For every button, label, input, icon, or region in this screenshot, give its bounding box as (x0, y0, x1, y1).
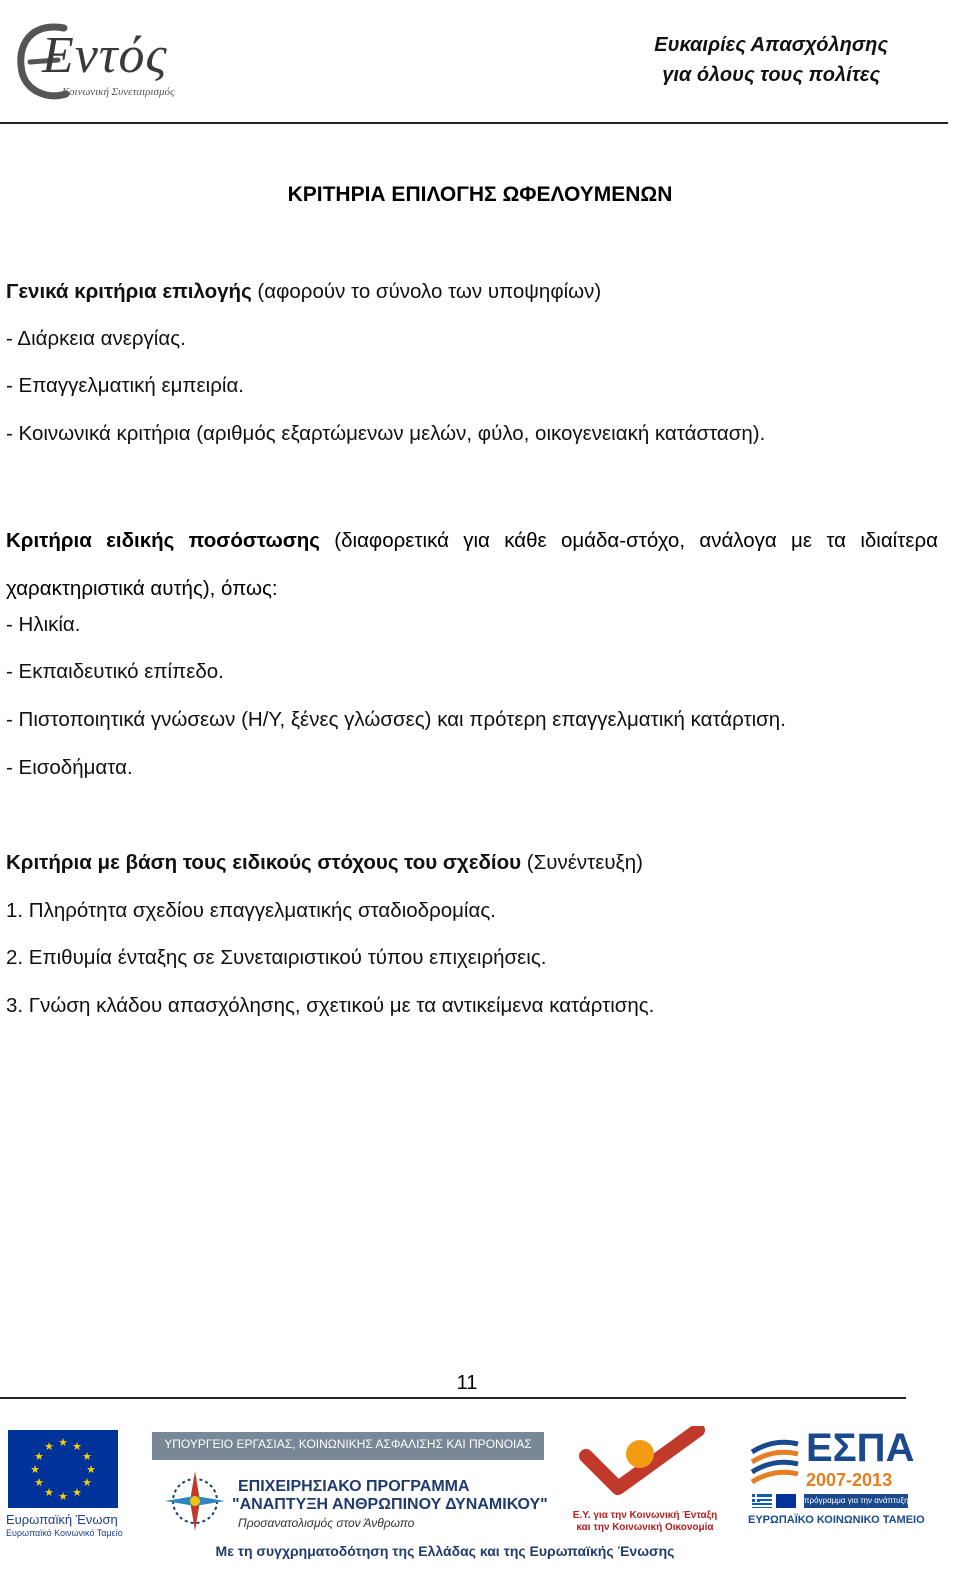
header-tagline (654, 30, 888, 90)
list-item: - Ηλικία. (6, 613, 81, 636)
espa-stripes-icon (748, 1432, 800, 1494)
document-title: ΚΡΙΤΗΡΙΑ ΕΠΙΛΟΓΗΣ ΩΦΕΛΟΥΜΕΝΩΝ (287, 183, 673, 206)
svg-text:★: ★ (58, 1490, 68, 1503)
eu-small-flag-icon (776, 1494, 796, 1508)
espa-years: 2007-2013 (806, 1470, 893, 1490)
eu-caption: Ευρωπαϊκή Ένωση (6, 1512, 118, 1527)
svg-text:★: ★ (44, 1486, 54, 1499)
eu-stars-icon (8, 1430, 118, 1508)
eu-subcaption: Ευρωπαϊκό Κοινωνικό Ταμείο (6, 1528, 123, 1538)
general-criteria-heading (6, 279, 601, 305)
programme-title-line-1: ΕΠΙΧΕΙΡΗΣΙΑΚΟ ΠΡΟΓΡΑΜΜΑ (238, 1478, 470, 1495)
list-item: 1. Πληρότητα σχεδίου επαγγελματικής σταδιοδρομίας. (6, 899, 496, 922)
svg-text:★: ★ (72, 1440, 82, 1453)
cofunding-statement: Με τη συγχρηματοδότηση της Ελλάδας και της Ευρωπαϊκής Ένωσης (215, 1543, 675, 1559)
general-criteria-heading-bold: Γενικά κριτήρια επιλογής (6, 280, 252, 303)
list-item: 3. Γνώση κλάδου απασχόλησης, σχετικού με τα αντικείμενα κατάρτισης. (6, 994, 655, 1017)
list-item: - Πιστοποιητικά γνώσεων (Η/Υ, ξένες γλώσσες) και πρότερη επαγγελματική κατάρτιση. (6, 708, 786, 731)
ey-mark-icon (578, 1426, 708, 1506)
ey-caption-line-1: Ε.Υ. για την Κοινωνική Ένταξη (572, 1510, 718, 1521)
list-item: - Διάρκεια ανεργίας. (6, 327, 186, 350)
svg-text:★: ★ (34, 1450, 44, 1463)
social-inclusion-logo-icon (578, 1426, 708, 1506)
list-item: - Εισοδήματα. (6, 756, 133, 779)
greek-flag-shape-icon (752, 1494, 772, 1508)
specific-criteria-heading (6, 517, 938, 613)
svg-text:★: ★ (44, 1440, 54, 1453)
compass-rose-icon (160, 1466, 230, 1536)
greek-flag-icon (752, 1494, 772, 1508)
svg-text:★: ★ (34, 1476, 44, 1489)
eu-flag-icon (8, 1430, 118, 1508)
espa-name: ΕΣΠΑ (806, 1426, 915, 1470)
compass-icon (160, 1466, 230, 1536)
page-number: 11 (456, 1372, 478, 1394)
plan-criteria-heading-rest: (Συνέντευξη) (521, 851, 643, 874)
list-item: - Κοινωνικά κριτήρια (αριθμός εξαρτώμενων μελών, φύλο, οικογενειακή κατάσταση). (6, 422, 766, 445)
programme-title-line-2: "ΑΝΑΠΤΥΞΗ ΑΝΘΡΩΠΙΝΟΥ ΔΥΝΑΜΙΚΟΥ" (232, 1496, 548, 1513)
list-item: - Εκπαιδευτικό επίπεδο. (6, 660, 224, 683)
espa-motto: πρόγραμμα για την ανάπτυξη (804, 1496, 909, 1505)
specific-criteria-heading-rest: (διαφορετικά για κάθε ομάδα-στόχο, ανάλογα με τα ιδιαίτερα χαρακτηριστικά αυτής), όπως: (6, 529, 938, 600)
plan-criteria-heading-bold: Κριτήρια με βάση τους ειδικούς στόχους του σχεδίου (6, 851, 522, 874)
programme-motto: Προσανατολισμός στον Άνθρωπο (238, 1516, 415, 1530)
list-item: 2. Επιθυμία ένταξης σε Συνεταιριστικού τύπου επιχειρήσεις. (6, 946, 547, 969)
general-criteria-heading-rest: (αφορούν το σύνολο των υποψηφίων) (251, 280, 602, 303)
logo-subtitle: Κοινωνική Συνεταιρισμός (62, 86, 175, 98)
svg-text:★: ★ (82, 1476, 92, 1489)
tagline-line-2: για όλους τους πολίτες (662, 64, 881, 86)
svg-text:★: ★ (72, 1486, 82, 1499)
header-divider (0, 122, 948, 124)
ministry-name: ΥΠΟΥΡΓΕΙΟ ΕΡΓΑΣΙΑΣ, ΚΟΙΝΩΝΙΚΗΣ ΑΣΦΑΛΙΣΗΣ ΚΑΙ ΠΡΟΝΟΙΑΣ (164, 1437, 532, 1451)
espa-swoosh-icon (748, 1432, 800, 1494)
specific-criteria-heading-bold: Κριτήρια ειδικής ποσόστωσης (6, 529, 320, 552)
logo-wordmark: Εντός (42, 27, 168, 84)
svg-text:★: ★ (58, 1436, 68, 1449)
svg-text:★: ★ (82, 1450, 92, 1463)
tagline-line-1: Ευκαιρίες Απασχόλησης (654, 34, 888, 56)
espa-caption: ΕΥΡΩΠΑΪΚΟ ΚΟΙΝΩΝΙΚΟ ΤΑΜΕΙΟ (748, 1514, 925, 1526)
list-item: - Επαγγελματική εμπειρία. (6, 374, 245, 397)
svg-text:★: ★ (86, 1463, 96, 1476)
plan-criteria-heading (6, 850, 643, 876)
svg-text:★: ★ (30, 1463, 40, 1476)
ey-caption-line-2: και την Κοινωνική Οικονομία (576, 1522, 714, 1533)
footer-divider (0, 1397, 906, 1399)
